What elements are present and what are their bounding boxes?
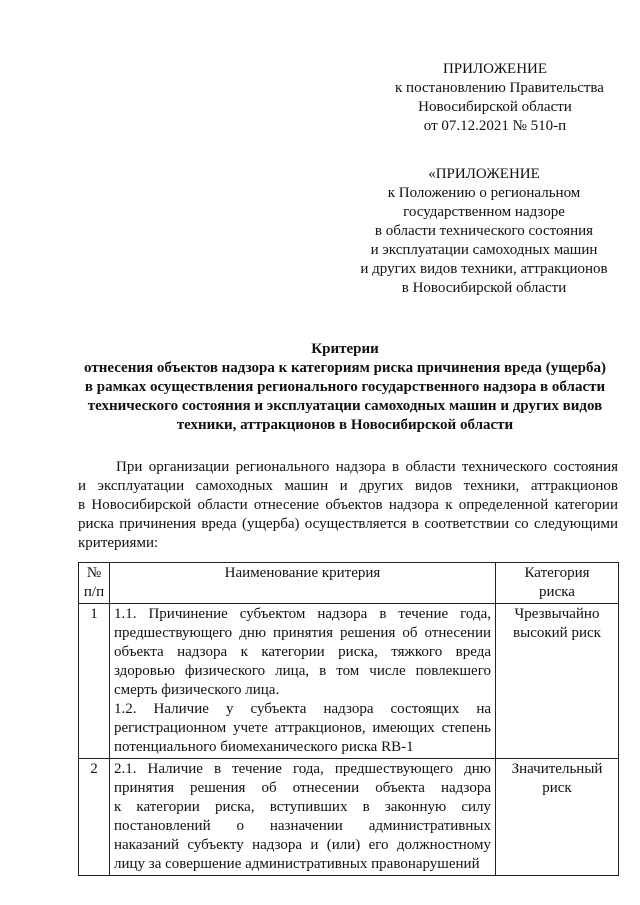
regulation-line: в Новосибирской области <box>401 280 567 296</box>
title-line: отнесения объектов надзора к категориям риска причинения вреда (ущерба) <box>84 360 606 376</box>
risk-category: Значительный риск <box>496 759 619 876</box>
table-row <box>79 759 619 876</box>
attachment-line: ПРИЛОЖЕНИЕ <box>442 61 548 77</box>
intro-line: критериями: <box>78 535 159 551</box>
intro-line: При организации регионального надзора в области технического состояния <box>116 459 618 475</box>
header-risk-category: Категория риска <box>496 563 619 604</box>
title-line: в рамках осуществления регионального государственного надзора в области <box>84 379 606 395</box>
intro-line: риска причинения вреда (ущерба) осуществляется в соответствии со следующими <box>78 516 618 532</box>
document-title <box>60 340 630 435</box>
title-line: технического состояния и эксплуатации самоходных машин и других видов <box>87 398 603 414</box>
regulation-attachment-header <box>352 165 616 298</box>
attachment-header <box>395 60 604 136</box>
regulation-line: и других видов техники, аттракционов <box>360 261 608 277</box>
row-number: 1 <box>79 604 110 759</box>
attachment-line: Новосибирской области <box>418 99 572 115</box>
regulation-line: к Положению о региональном <box>387 185 581 201</box>
attachment-line: к постановлению Правительства <box>395 80 604 96</box>
regulation-line: государственном надзоре <box>403 204 565 220</box>
regulation-line: «ПРИЛОЖЕНИЕ <box>428 166 540 182</box>
regulation-line: и эксплуатации самоходных машин <box>370 242 598 258</box>
title-line: техники, аттракционов в Новосибирской области <box>176 417 514 433</box>
header-number: № п/п <box>79 563 110 604</box>
risk-category: Чрезвычайно высокий риск <box>496 604 619 759</box>
intro-line: в Новосибирской области отнесение объектов надзора к определенной категории <box>78 497 618 513</box>
regulation-line: в области технического состояния <box>374 223 594 239</box>
intro-line: и эксплуатации самоходных машин и других видов техники, аттракционов <box>78 478 618 494</box>
row-number: 2 <box>79 759 110 876</box>
intro-paragraph <box>78 458 618 553</box>
table-row <box>79 604 619 759</box>
attachment-line: от 07.12.2021 № 510-п <box>423 118 567 134</box>
header-criterion-name: Наименование критерия <box>110 563 496 604</box>
table-header-row <box>79 563 619 604</box>
criterion-text: 1.1. Причинение субъектом надзора в течение года, предшествующего дню принятия решения об отнесении объекта надзора к категории риска, тяжкого вреда здоровью физического лица, в том числе повлекшего смерть физического лица. 1.2. Наличие у субъекта надзора состоящих на регистрационном учете аттракционов, имеющих степень потенциального биомеханического риска RB-1 <box>110 604 496 759</box>
title-line: Критерии <box>311 341 379 357</box>
criterion-text: 2.1. Наличие в течение года, предшествующего дню принятия решения об отнесении объекта надзора к категории риска, вступивших в законную силу постановлений о назначении административных наказаний субъекту надзора и (или) его должностному лицу за совершение административных правонарушений <box>110 759 496 876</box>
criteria-table <box>78 562 619 876</box>
